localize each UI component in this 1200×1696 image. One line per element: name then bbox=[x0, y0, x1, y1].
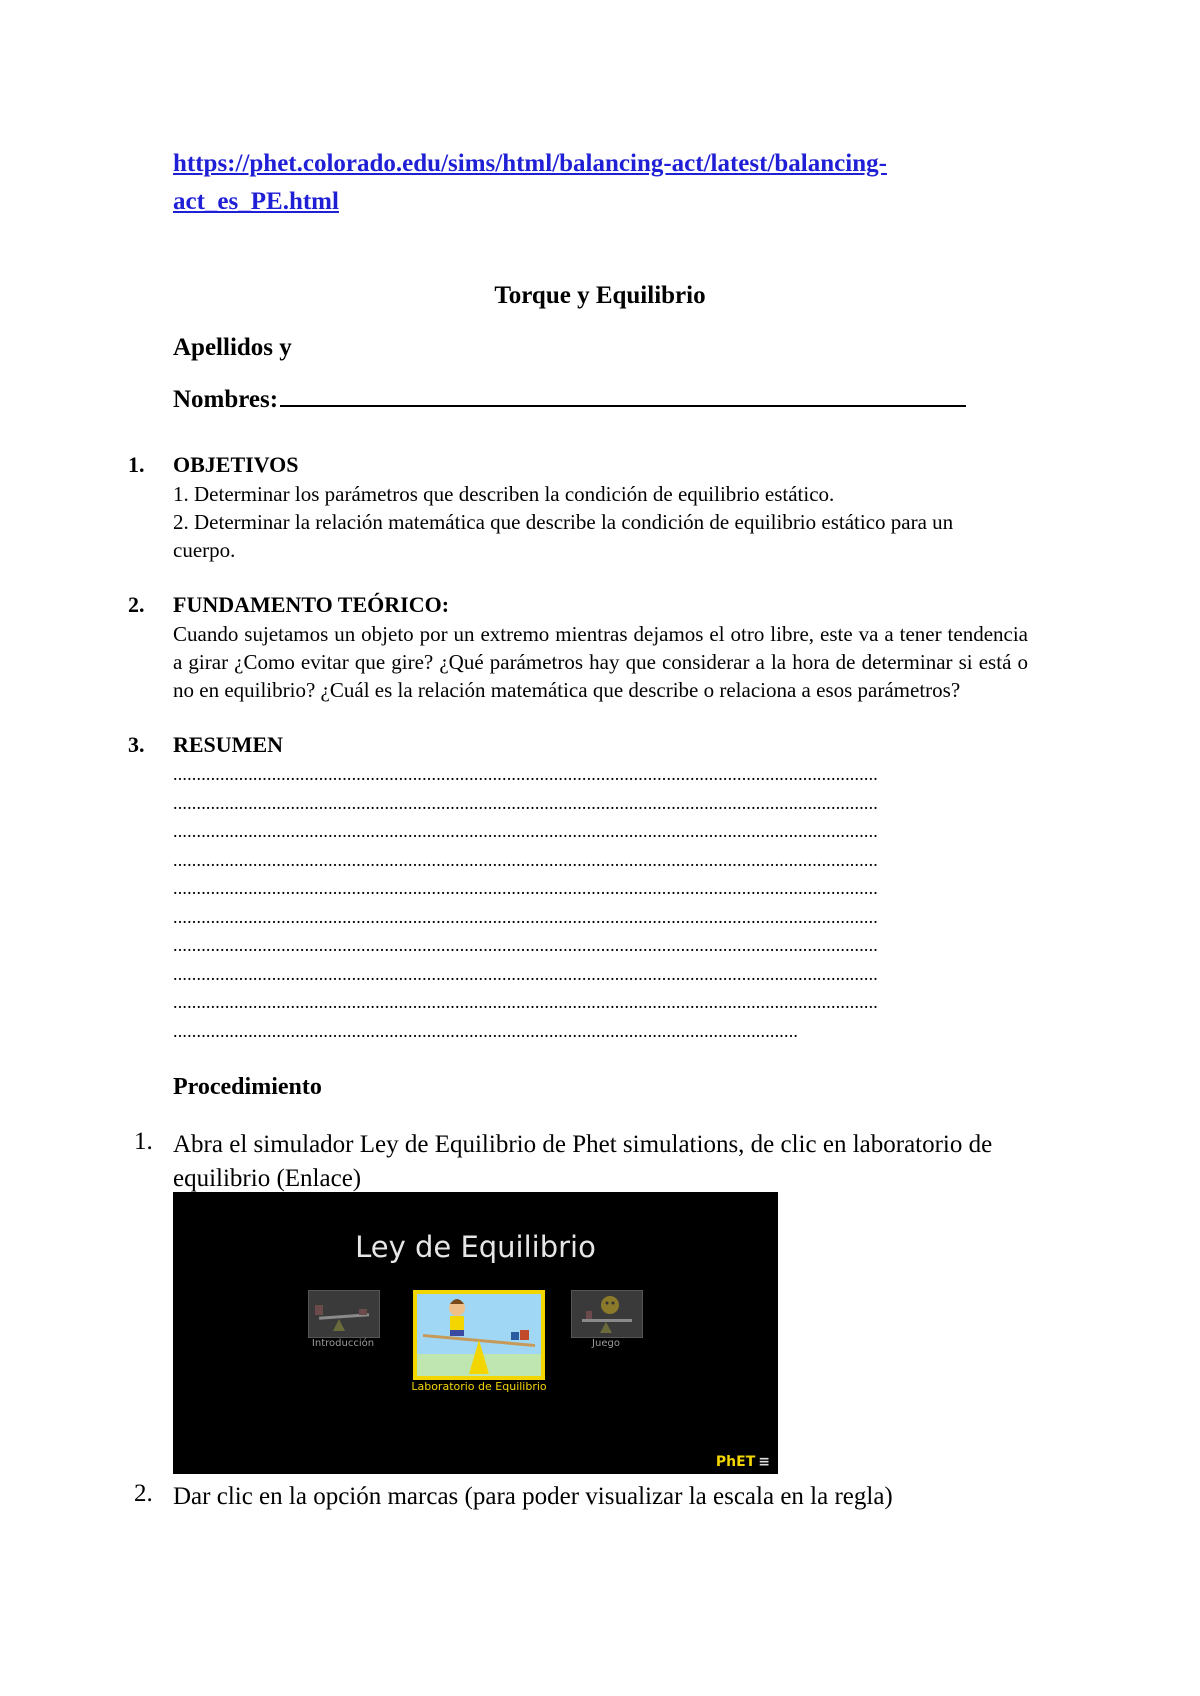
section-2-title: FUNDAMENTO TEÓRICO: bbox=[173, 592, 450, 617]
smiley-icon bbox=[572, 1291, 642, 1337]
section-2-number: 2. bbox=[128, 592, 145, 617]
dot-line: ...................................................................................................................................................... bbox=[173, 792, 878, 813]
intro-screen-label: Introducción bbox=[311, 1338, 375, 1349]
intro-screen-thumbnail[interactable] bbox=[308, 1290, 380, 1338]
link-line-1[interactable]: https://phet.colorado.edu/sims/html/balancing-act/latest/balancing- bbox=[173, 150, 887, 177]
document-title: Torque y Equilibrio bbox=[494, 282, 706, 309]
menu-icon[interactable]: ≡ bbox=[758, 1454, 770, 1470]
objective-2: 2. Determinar la relación matemática que describe la condición de equilibrio estático para un cuerpo. bbox=[173, 510, 954, 562]
resumen-dot-lines bbox=[173, 760, 1035, 1045]
nombres-label: Nombres: bbox=[173, 386, 279, 413]
dot-line: ...................................................................................................................................................... bbox=[173, 821, 878, 841]
simulator-title: Ley de Equilibrio bbox=[355, 1230, 596, 1264]
objective-1: 1. Determinar los parámetros que describen la condición de equilibrio estático. bbox=[173, 482, 835, 506]
section-3-number: 3. bbox=[128, 732, 145, 757]
game-screen-thumbnail[interactable] bbox=[571, 1290, 643, 1338]
nombres-blank-line bbox=[280, 383, 966, 407]
link-line-2[interactable]: act_es_PE.html bbox=[173, 188, 339, 215]
section-1-number: 1. bbox=[128, 452, 145, 477]
procedure-title: Procedimiento bbox=[173, 1074, 322, 1100]
game-screen-label: Juego bbox=[592, 1338, 620, 1349]
dot-line: ...................................................................................................................................................... bbox=[173, 935, 878, 955]
phet-logo[interactable] bbox=[716, 1454, 770, 1470]
section-3-title: RESUMEN bbox=[173, 732, 284, 757]
fundamento-text: Cuando sujetamos un objeto por un extremo mientras dejamos el otro libre, este va a tener tendencia a girar ¿Como evitar que gire? ¿Qué parámetros hay que considerar a la hora de determinar si está o no en equilibrio? ¿Cuál es la relación matemática que describe o relaciona a esos parámetros? bbox=[173, 622, 1028, 702]
nombres-field bbox=[173, 383, 966, 414]
step-2-number: 2. bbox=[134, 1480, 153, 1507]
apellidos-label: Apellidos y bbox=[173, 334, 292, 361]
simulator-link[interactable] bbox=[173, 145, 1033, 221]
simulator-screenshot bbox=[173, 1192, 778, 1474]
step-1-number: 1. bbox=[134, 1128, 153, 1155]
dot-line: ..................................................................................................................................... bbox=[173, 1020, 799, 1041]
balancing-lab-icon bbox=[417, 1294, 541, 1376]
seesaw-icon bbox=[309, 1291, 379, 1337]
dot-line: ...................................................................................................................................................... bbox=[173, 878, 878, 898]
dot-line: ...................................................................................................................................................... bbox=[173, 992, 878, 1012]
phet-logo-text: PhET bbox=[715, 1454, 756, 1470]
section-1-title: OBJETIVOS bbox=[173, 452, 299, 477]
objectives-list bbox=[173, 480, 1043, 564]
dot-line: ...................................................................................................................................................... bbox=[173, 849, 878, 870]
dot-line: ...................................................................................................................................................... bbox=[173, 906, 878, 927]
step-1-text: Abra el simulador Ley de Equilibrio de Phet simulations, de clic en laboratorio de equilibrio (Enlace) bbox=[173, 1131, 993, 1192]
lab-screen-thumbnail[interactable] bbox=[413, 1290, 545, 1380]
lab-screen-label: Laboratorio de Equilibrio bbox=[411, 1380, 547, 1393]
dot-line: ...................................................................................................................................................... bbox=[173, 764, 878, 784]
step-2-text: Dar clic en la opción marcas (para poder visualizar la escala en la regla) bbox=[173, 1483, 893, 1510]
dot-line: ...................................................................................................................................................... bbox=[173, 963, 878, 984]
